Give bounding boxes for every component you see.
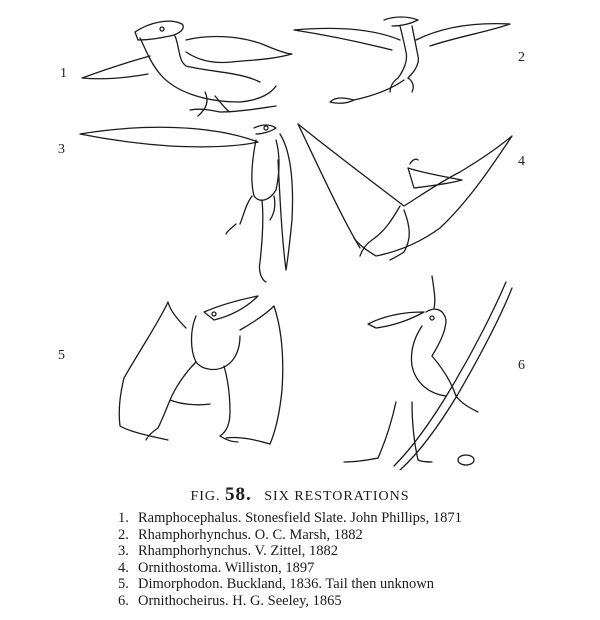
- panel-number-5: 5: [58, 348, 65, 363]
- figure-legend: [118, 510, 462, 610]
- panel-number-1: 1: [60, 66, 67, 81]
- pterosaur-drawing-2: [294, 17, 510, 103]
- pterosaur-drawing-6: [344, 276, 512, 470]
- legend-item-text: Rhamphorhynchus. O. C. Marsh, 1882: [138, 526, 363, 543]
- legend-item: [118, 576, 462, 593]
- legend-item: [118, 560, 462, 577]
- legend-item-text: Rhamphorhynchus. V. Zittel, 1882: [138, 543, 339, 560]
- legend-item: [118, 510, 462, 527]
- legend-item-number: 5.: [118, 576, 129, 593]
- figure-caption: [0, 484, 600, 506]
- legend-item-number: 4.: [118, 559, 129, 576]
- legend-item-number: 1.: [118, 510, 129, 526]
- legend-item: [118, 527, 462, 544]
- pterosaur-drawing-4: [298, 124, 512, 260]
- legend-item-number: 3.: [118, 543, 129, 560]
- panel-number-4: 4: [518, 154, 525, 169]
- legend-item-text: Dimorphodon. Buckland, 1836. Tail then unknown: [138, 576, 434, 593]
- legend-item: [118, 543, 462, 560]
- panel-number-6: 6: [518, 358, 525, 373]
- pterosaur-drawing-5: [119, 296, 283, 444]
- legend-item-text: Ramphocephalus. Stonesfield Slate. John Phillips, 1871: [138, 510, 462, 526]
- legend-item-number: 6.: [118, 592, 129, 609]
- legend-item-text: Ornithocheirus. H. G. Seeley, 1865: [138, 592, 342, 609]
- panel-number-2: 2: [518, 50, 525, 65]
- legend-item: [118, 593, 462, 610]
- figure-number: 58.: [225, 484, 252, 505]
- figure-title: SIX RESTORATIONS: [264, 489, 410, 504]
- pterosaur-drawing-1: [82, 21, 292, 116]
- figure-label: FIG.: [190, 489, 221, 504]
- legend-item-number: 2.: [118, 526, 129, 543]
- panel-number-3: 3: [58, 142, 65, 157]
- pterosaur-drawing-3: [80, 125, 293, 282]
- legend-item-text: Ornithostoma. Williston, 1897: [138, 559, 315, 576]
